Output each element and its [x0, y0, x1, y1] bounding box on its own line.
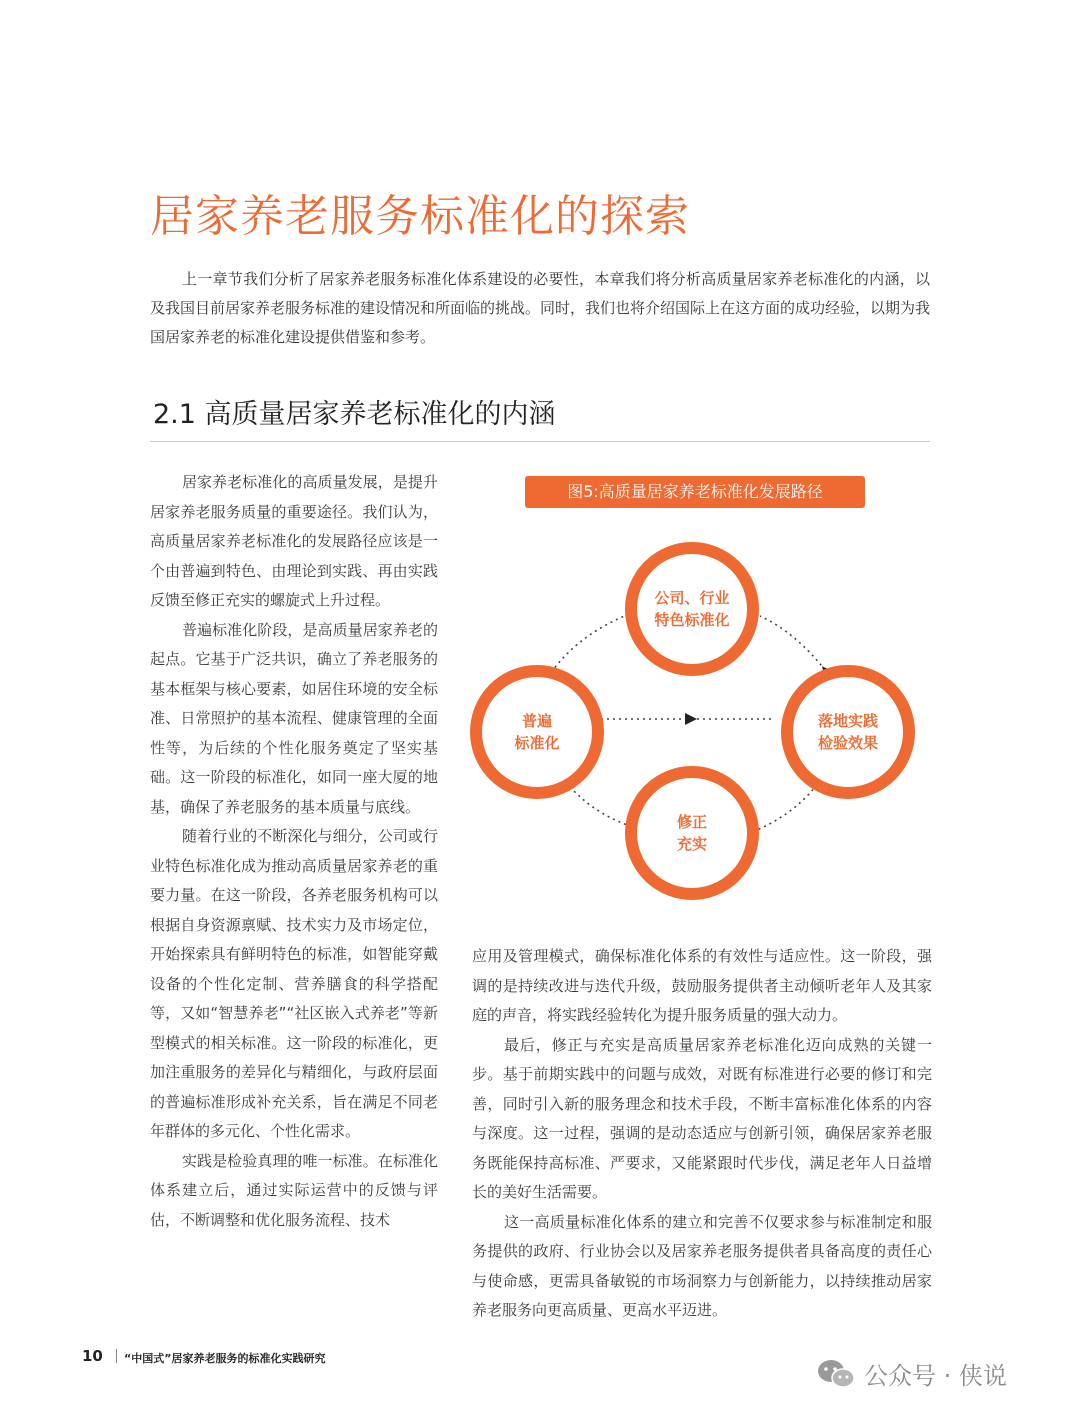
node-general-standard	[470, 665, 604, 799]
body-paragraph: 应用及管理模式，确保标准化体系的有效性与适应性。这一阶段，强调的是持续改进与迭代升级，鼓励服务提供者主动倾听老年人及其家庭的声音，将实践经验转化为提升服务质量的强大动力。	[472, 947, 932, 1024]
body-paragraph: 实践是检验真理的唯一标准。在标准化体系建立后，通过实际运营中的反馈与评估，不断调整和优化服务流程、技术	[150, 1151, 438, 1229]
node-label: 修正 充实	[676, 813, 707, 853]
intro-paragraph: 上一章节我们分析了居家养老服务标准化体系建设的必要性，本章我们将分析高质量居家养老标准化的内涵，以及我国目前居家养老服务标准的建设情况和所面临的挑战。同时，我们也将介绍国际上在这方面的成功经验，以期为我国居家养老的标准化建设提供借鉴和参考。	[150, 270, 931, 346]
running-title: “中国式”居家养老服务的标准化实践研究	[124, 1352, 326, 1365]
arrow-right-to-top	[760, 616, 825, 670]
body-paragraph: 最后，修正与充实是高质量居家养老标准化迈向成熟的关键一步。基于前期实践中的问题与成效，对既有标准进行必要的修订和完善，同时引入新的服务理念和技术手段，不断丰富标准化体系的内容与深度。这一过程，强调的是动态适应与创新引领，确保居家养老服务既能保持高标准、严要求，又能紧跟时代步伐，满足老年人日益增长的美好生活需要。	[472, 1035, 932, 1201]
development-path-diagram	[465, 530, 935, 910]
footer-divider	[116, 1349, 117, 1363]
left-column	[150, 468, 438, 1235]
node-revise-enrich	[625, 766, 759, 900]
page-number: 10	[82, 1347, 103, 1365]
node-practice-verification	[781, 665, 915, 799]
node-label: 公司、行业 特色标准化	[654, 589, 730, 629]
right-column	[472, 942, 932, 1326]
body-paragraph: 这一高质量标准化体系的建立和完善不仅要求参与标准制定和服务提供的政府、行业协会以及居家养老服务提供者具备高度的责任心与使命感，更需具备敏锐的市场洞察力与创新能力，以持续推动居家养老服务向更高质量、更高水平迈进。	[472, 1212, 932, 1319]
body-paragraph: 普遍标准化阶段，是高质量居家养老的起点。它基于广泛共识，确立了养老服务的基本框架与核心要素，如居住环境的安全标准、日常照护的基本流程、健康管理的全面性等，为后续的个性化服务奠定了坚实基础。这一阶段的标准化，如同一座大厦的地基，确保了养老服务的基本质量与底线。	[150, 620, 438, 816]
wechat-icon	[816, 1357, 856, 1391]
node-company-industry-standard	[625, 542, 759, 676]
body-paragraph: 居家养老标准化的高质量发展，是提升居家养老服务质量的重要途径。我们认为，高质量居家养老标准化的发展路径应该是一个由普遍到特色、由理论到实践、再由实践反馈至修正充实的螺旋式上升过程。	[150, 473, 438, 609]
node-label: 普遍 标准化	[514, 712, 560, 752]
body-paragraph: 随着行业的不断深化与细分，公司或行业特色标准化成为推动高质量居家养老的重要力量。在这一阶段，各养老服务机构可以根据自身资源禀赋、技术实力及市场定位，开始探索具有鲜明特色的标准，如智能穿戴设备的个性化定制、营养膳食的科学搭配等，又如“智慧养老”“社区嵌入式养老”等新型模式的相关标准。这一阶段的标准化，更加注重服务的差异化与精细化，与政府层面的普遍标准形成补充关系，旨在满足不同老年群体的多元化、个性化需求。	[150, 827, 438, 1140]
page-title: 居家养老服务标准化的探索	[150, 191, 690, 242]
node-label: 落地实践 检验效果	[817, 712, 878, 752]
arrow-center-head	[685, 713, 697, 725]
section-heading: 2.1 高质量居家养老标准化的内涵	[153, 399, 556, 430]
figure-label: 图5:高质量居家养老标准化发展路径	[525, 476, 865, 508]
watermark-text: 公众号 · 侠说	[864, 1362, 1007, 1390]
section-divider	[150, 441, 930, 442]
watermark	[816, 1356, 1007, 1391]
